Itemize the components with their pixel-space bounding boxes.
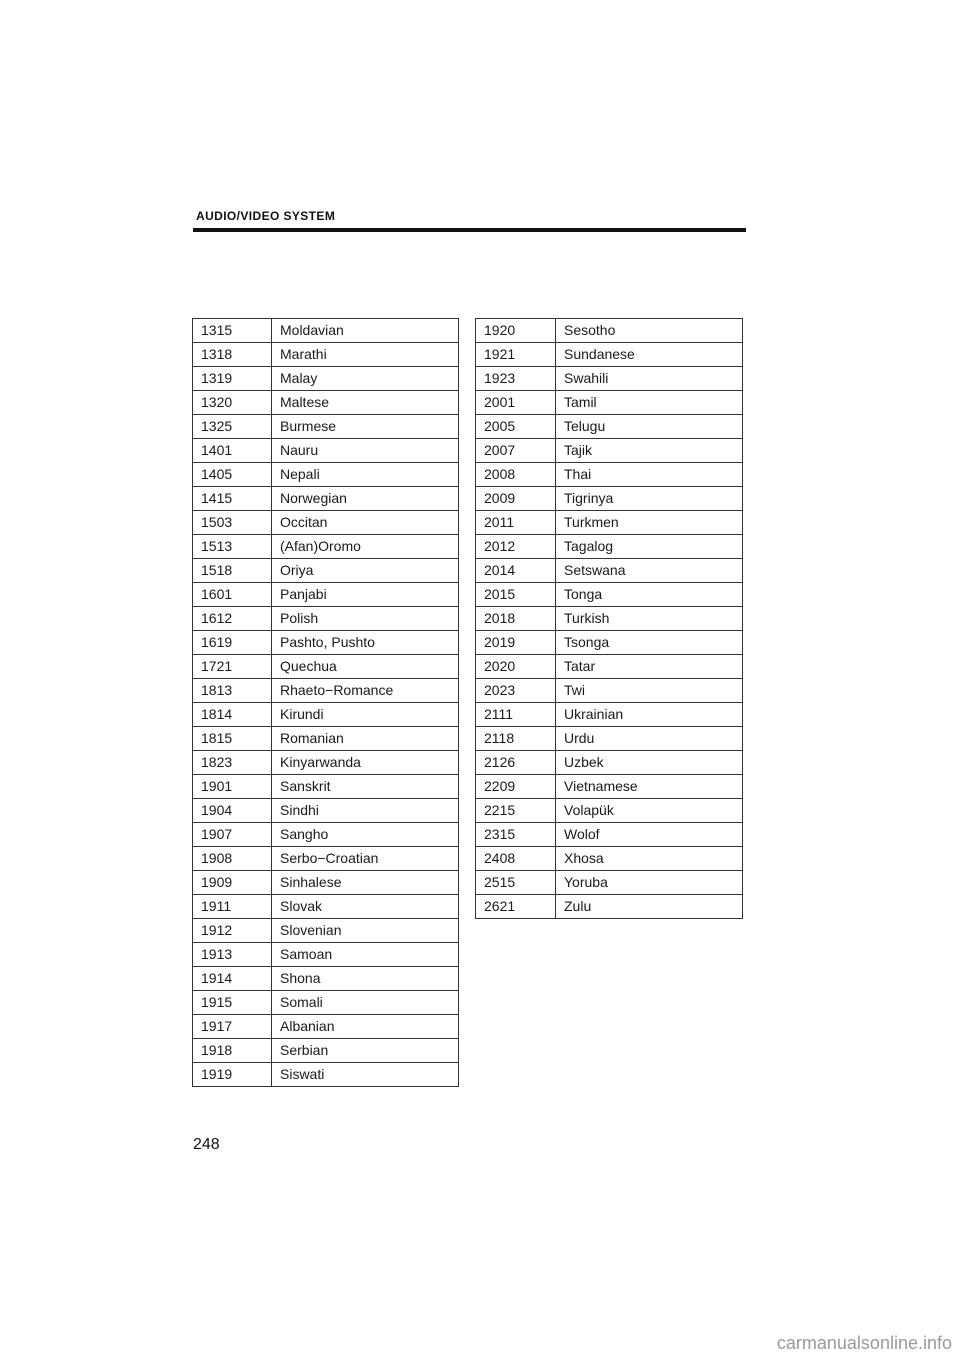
table-row xyxy=(193,367,459,391)
language-code-cell: 1909 xyxy=(193,871,272,895)
language-name-cell: Pashto, Pushto xyxy=(272,631,459,655)
table-row xyxy=(193,631,459,655)
language-code-cell: 1503 xyxy=(193,511,272,535)
table-row xyxy=(193,871,459,895)
table-row xyxy=(476,487,743,511)
language-name-cell: Turkmen xyxy=(556,511,743,535)
language-code-cell: 1401 xyxy=(193,439,272,463)
language-name-cell: Quechua xyxy=(272,655,459,679)
table-row xyxy=(476,751,743,775)
table-row xyxy=(193,991,459,1015)
language-code-cell: 1915 xyxy=(193,991,272,1015)
table-row xyxy=(476,871,743,895)
table-row xyxy=(193,487,459,511)
table-row xyxy=(193,319,459,343)
language-name-cell: Occitan xyxy=(272,511,459,535)
language-name-cell: Tsonga xyxy=(556,631,743,655)
language-code-cell: 2118 xyxy=(476,727,556,751)
language-name-cell: Uzbek xyxy=(556,751,743,775)
language-name-cell: Sesotho xyxy=(556,319,743,343)
language-name-cell: Vietnamese xyxy=(556,775,743,799)
language-code-cell: 1923 xyxy=(476,367,556,391)
language-code-cell: 1901 xyxy=(193,775,272,799)
table-row xyxy=(193,703,459,727)
language-name-cell: Urdu xyxy=(556,727,743,751)
table-row xyxy=(193,583,459,607)
language-name-cell: Kirundi xyxy=(272,703,459,727)
language-name-cell: Siswati xyxy=(272,1063,459,1087)
language-code-cell: 1619 xyxy=(193,631,272,655)
language-code-cell: 2111 xyxy=(476,703,556,727)
table-row xyxy=(476,607,743,631)
table-row xyxy=(193,439,459,463)
language-code-table-left xyxy=(192,318,459,1087)
language-name-cell: Slovak xyxy=(272,895,459,919)
page-number: 248 xyxy=(193,1136,220,1153)
table-row xyxy=(476,559,743,583)
table-row xyxy=(193,463,459,487)
language-code-cell: 1325 xyxy=(193,415,272,439)
table-row xyxy=(476,583,743,607)
language-code-cell: 1405 xyxy=(193,463,272,487)
table-row xyxy=(476,439,743,463)
table-row xyxy=(193,727,459,751)
table-row xyxy=(193,343,459,367)
language-code-cell: 2019 xyxy=(476,631,556,655)
language-name-cell: Romanian xyxy=(272,727,459,751)
header-divider xyxy=(193,228,746,232)
table-row xyxy=(193,847,459,871)
language-code-cell: 1612 xyxy=(193,607,272,631)
section-header-title: AUDIO/VIDEO SYSTEM xyxy=(196,209,336,223)
language-code-cell: 2018 xyxy=(476,607,556,631)
table-row xyxy=(476,319,743,343)
language-code-cell: 1721 xyxy=(193,655,272,679)
language-name-cell: Rhaeto−Romance xyxy=(272,679,459,703)
language-name-cell: Maltese xyxy=(272,391,459,415)
language-code-cell: 2020 xyxy=(476,655,556,679)
language-code-cell: 1814 xyxy=(193,703,272,727)
language-code-cell: 1513 xyxy=(193,535,272,559)
table-row xyxy=(476,463,743,487)
language-name-cell: Shona xyxy=(272,967,459,991)
table-row xyxy=(476,631,743,655)
table-row xyxy=(476,703,743,727)
language-code-cell: 1911 xyxy=(193,895,272,919)
language-name-cell: Somali xyxy=(272,991,459,1015)
language-name-cell: Nauru xyxy=(272,439,459,463)
language-name-cell: Wolof xyxy=(556,823,743,847)
table-row xyxy=(193,1015,459,1039)
language-code-cell: 2215 xyxy=(476,799,556,823)
language-name-cell: Tonga xyxy=(556,583,743,607)
language-name-cell: Burmese xyxy=(272,415,459,439)
language-code-cell: 1917 xyxy=(193,1015,272,1039)
language-name-cell: Oriya xyxy=(272,559,459,583)
language-name-cell: Kinyarwanda xyxy=(272,751,459,775)
table-row xyxy=(193,607,459,631)
language-code-cell: 1315 xyxy=(193,319,272,343)
language-code-cell: 1601 xyxy=(193,583,272,607)
language-code-cell: 2011 xyxy=(476,511,556,535)
language-name-cell: Tagalog xyxy=(556,535,743,559)
language-code-cell: 1914 xyxy=(193,967,272,991)
language-code-table-right xyxy=(475,318,743,919)
language-code-cell: 2408 xyxy=(476,847,556,871)
language-name-cell: Tamil xyxy=(556,391,743,415)
language-code-cell: 1415 xyxy=(193,487,272,511)
language-name-cell: Marathi xyxy=(272,343,459,367)
language-code-cell: 2621 xyxy=(476,895,556,919)
language-code-cell: 1912 xyxy=(193,919,272,943)
language-name-cell: Ukrainian xyxy=(556,703,743,727)
language-code-cell: 2001 xyxy=(476,391,556,415)
table-row xyxy=(476,775,743,799)
table-row xyxy=(476,367,743,391)
language-name-cell: Turkish xyxy=(556,607,743,631)
language-code-cell: 1908 xyxy=(193,847,272,871)
language-name-cell: Xhosa xyxy=(556,847,743,871)
language-name-cell: Malay xyxy=(272,367,459,391)
table-row xyxy=(193,967,459,991)
table-row xyxy=(193,751,459,775)
table-row xyxy=(476,511,743,535)
language-code-cell: 2209 xyxy=(476,775,556,799)
language-code-cell: 1318 xyxy=(193,343,272,367)
language-name-cell: Serbian xyxy=(272,1039,459,1063)
language-code-cell: 1320 xyxy=(193,391,272,415)
table-row xyxy=(193,535,459,559)
language-code-cell: 2015 xyxy=(476,583,556,607)
table-row xyxy=(476,391,743,415)
language-name-cell: Zulu xyxy=(556,895,743,919)
language-name-cell: Thai xyxy=(556,463,743,487)
table-row xyxy=(193,415,459,439)
language-name-cell: Sindhi xyxy=(272,799,459,823)
language-code-cell: 2023 xyxy=(476,679,556,703)
footer-watermark: carmanualsonline.info xyxy=(776,1333,952,1353)
table-row xyxy=(476,415,743,439)
table-row xyxy=(193,1039,459,1063)
language-name-cell: Tigrinya xyxy=(556,487,743,511)
language-code-cell: 1518 xyxy=(193,559,272,583)
language-name-cell: Sinhalese xyxy=(272,871,459,895)
table-row xyxy=(193,775,459,799)
language-name-cell: Panjabi xyxy=(272,583,459,607)
language-code-cell: 1813 xyxy=(193,679,272,703)
table-row xyxy=(476,655,743,679)
language-code-cell: 2315 xyxy=(476,823,556,847)
language-code-cell: 1907 xyxy=(193,823,272,847)
language-code-cell: 1919 xyxy=(193,1063,272,1087)
table-row xyxy=(193,895,459,919)
language-name-cell: Setswana xyxy=(556,559,743,583)
language-code-cell: 2012 xyxy=(476,535,556,559)
table-row xyxy=(476,895,743,919)
language-name-cell: Sanskrit xyxy=(272,775,459,799)
language-code-cell: 2126 xyxy=(476,751,556,775)
table-row xyxy=(476,823,743,847)
table-row xyxy=(193,391,459,415)
language-name-cell: Sangho xyxy=(272,823,459,847)
language-name-cell: Polish xyxy=(272,607,459,631)
language-name-cell: Telugu xyxy=(556,415,743,439)
table-row xyxy=(193,943,459,967)
language-name-cell: Yoruba xyxy=(556,871,743,895)
language-code-cell: 2515 xyxy=(476,871,556,895)
language-name-cell: Volapük xyxy=(556,799,743,823)
table-row xyxy=(193,559,459,583)
language-name-cell: Moldavian xyxy=(272,319,459,343)
language-name-cell: Slovenian xyxy=(272,919,459,943)
table-row xyxy=(193,1063,459,1087)
table-row xyxy=(193,919,459,943)
language-name-cell: Samoan xyxy=(272,943,459,967)
table-row xyxy=(193,655,459,679)
language-code-cell: 1921 xyxy=(476,343,556,367)
language-code-cell: 1319 xyxy=(193,367,272,391)
table-row xyxy=(476,535,743,559)
table-row xyxy=(193,511,459,535)
language-name-cell: Sundanese xyxy=(556,343,743,367)
table-row xyxy=(193,799,459,823)
language-code-cell: 1913 xyxy=(193,943,272,967)
language-name-cell: (Afan)Oromo xyxy=(272,535,459,559)
language-name-cell: Tajik xyxy=(556,439,743,463)
language-code-cell: 1823 xyxy=(193,751,272,775)
language-code-cell: 2008 xyxy=(476,463,556,487)
table-row xyxy=(476,799,743,823)
language-code-cell: 2005 xyxy=(476,415,556,439)
language-name-cell: Twi xyxy=(556,679,743,703)
language-code-cell: 2009 xyxy=(476,487,556,511)
language-code-cell: 1918 xyxy=(193,1039,272,1063)
table-row xyxy=(193,679,459,703)
language-code-cell: 2007 xyxy=(476,439,556,463)
language-name-cell: Serbo−Croatian xyxy=(272,847,459,871)
table-row xyxy=(193,823,459,847)
language-code-cell: 2014 xyxy=(476,559,556,583)
language-code-cell: 1920 xyxy=(476,319,556,343)
language-name-cell: Tatar xyxy=(556,655,743,679)
language-name-cell: Albanian xyxy=(272,1015,459,1039)
language-name-cell: Nepali xyxy=(272,463,459,487)
language-name-cell: Norwegian xyxy=(272,487,459,511)
language-code-cell: 1815 xyxy=(193,727,272,751)
language-name-cell: Swahili xyxy=(556,367,743,391)
table-row xyxy=(476,679,743,703)
language-code-cell: 1904 xyxy=(193,799,272,823)
table-row xyxy=(476,727,743,751)
table-row xyxy=(476,343,743,367)
table-row xyxy=(476,847,743,871)
